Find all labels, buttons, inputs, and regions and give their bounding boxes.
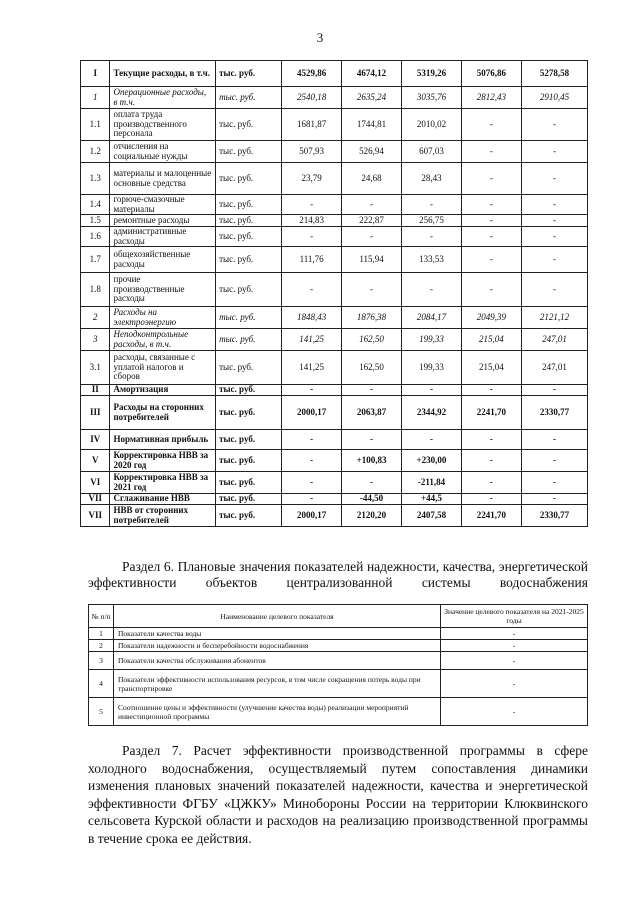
value-3: 2407,58 xyxy=(402,505,462,527)
value-2: 1876,38 xyxy=(342,307,402,329)
section-7-text: Раздел 7. Расчет эффективности производственной программы в сфере холодного водоснабжения, осуществляемый путем сопоставления динамики изменения плановых значений показателей надежности, качества и энергетической эффективности ФГБУ «ЦЖКУ» Минобороны России на территории Клюквинского сельсовета Курской области и расходов на реализацию производственной программы в течение срока ее действия. xyxy=(88,743,588,846)
row-code: 1.3 xyxy=(81,163,110,195)
value-3: - xyxy=(402,430,462,450)
row-code: 1.8 xyxy=(81,273,110,307)
value-1: 1681,87 xyxy=(282,109,342,141)
row-name: Расходы на электроэнергию xyxy=(110,307,216,329)
value-4: 2241,70 xyxy=(461,505,521,527)
row-unit: тыс. руб. xyxy=(216,61,282,87)
value-2: 1744,81 xyxy=(342,109,402,141)
value-4: - xyxy=(461,247,521,273)
row-name: Амортизация xyxy=(110,385,216,396)
value-5: - xyxy=(521,273,587,307)
value-3: +44,5 xyxy=(402,494,462,505)
row-unit: тыс. руб. xyxy=(216,141,282,163)
row-code: 1.7 xyxy=(81,247,110,273)
indicator-name: Показатели эффективности использования ресурсов, в том числе сокращения потерь воды при транспортировке xyxy=(114,670,441,698)
indicator-name: Показатели надежности и бесперебойности водоснабжения xyxy=(114,640,441,652)
value-3: +230,00 xyxy=(402,450,462,472)
budget-row xyxy=(81,430,588,450)
section-6-heading xyxy=(88,559,588,591)
value-4: - xyxy=(461,215,521,227)
value-3: -211,84 xyxy=(402,472,462,494)
row-name: Операционные расходы, в т.ч. xyxy=(110,87,216,109)
row-code: 1.4 xyxy=(81,195,110,215)
value-4: - xyxy=(461,494,521,505)
budget-row xyxy=(81,273,588,307)
row-code: VII xyxy=(81,494,110,505)
row-name: оплата труда производственного персонала xyxy=(110,109,216,141)
value-2: 115,94 xyxy=(342,247,402,273)
indicator-number: 5 xyxy=(89,698,114,726)
value-3: 256,75 xyxy=(402,215,462,227)
row-code: VI xyxy=(81,472,110,494)
header-value: Значение целевого показателя на 2021-2025 годы xyxy=(441,605,588,628)
row-code: 1.5 xyxy=(81,215,110,227)
value-1: 141,25 xyxy=(282,329,342,351)
value-2: - xyxy=(342,430,402,450)
row-code: 1.2 xyxy=(81,141,110,163)
row-name: Расходы на сторонних потребителей xyxy=(110,396,216,430)
value-4: 2241,70 xyxy=(461,396,521,430)
value-2: - xyxy=(342,385,402,396)
value-2: 24,68 xyxy=(342,163,402,195)
value-3: 3035,76 xyxy=(402,87,462,109)
value-3: 2344,92 xyxy=(402,396,462,430)
value-4: - xyxy=(461,430,521,450)
indicator-value: - xyxy=(441,698,588,726)
value-5: 2330,77 xyxy=(521,396,587,430)
value-3: - xyxy=(402,195,462,215)
row-name: материалы и малоценные основные средства xyxy=(110,163,216,195)
indicator-number: 1 xyxy=(89,628,114,640)
section-6-heading-text: Раздел 6. Плановые значения показателей надежности, качества, энергетической эффективности объектов централизованной системы водоснабжения xyxy=(88,559,588,590)
row-code: 1 xyxy=(81,87,110,109)
budget-row xyxy=(81,227,588,247)
value-2: 4674,12 xyxy=(342,61,402,87)
value-4: - xyxy=(461,273,521,307)
row-unit: тыс. руб. xyxy=(216,430,282,450)
indicator-name: Показатели качества воды xyxy=(114,628,441,640)
value-5: - xyxy=(521,141,587,163)
row-unit: тыс. руб. xyxy=(216,215,282,227)
row-unit: тыс. руб. xyxy=(216,247,282,273)
budget-row xyxy=(81,450,588,472)
indicators-table xyxy=(88,604,588,726)
value-1: 1848,43 xyxy=(282,307,342,329)
value-5: 2910,45 xyxy=(521,87,587,109)
budget-row xyxy=(81,329,588,351)
value-3: - xyxy=(402,385,462,396)
budget-row xyxy=(81,505,588,527)
value-5: 247,01 xyxy=(521,329,587,351)
value-5: 2330,77 xyxy=(521,505,587,527)
indicator-value: - xyxy=(441,652,588,670)
value-2: - xyxy=(342,195,402,215)
indicator-row xyxy=(89,640,588,652)
value-4: - xyxy=(461,472,521,494)
value-3: 28,43 xyxy=(402,163,462,195)
value-1: 2000,17 xyxy=(282,396,342,430)
value-4: - xyxy=(461,450,521,472)
budget-row xyxy=(81,109,588,141)
budget-row xyxy=(81,385,588,396)
row-code: 1.1 xyxy=(81,109,110,141)
row-name: НВВ от сторонних потребителей xyxy=(110,505,216,527)
value-5: 2121,12 xyxy=(521,307,587,329)
row-unit: тыс. руб. xyxy=(216,385,282,396)
value-5: - xyxy=(521,472,587,494)
value-2: 162,50 xyxy=(342,329,402,351)
section-7-paragraph xyxy=(88,742,588,847)
row-name: Корректировка НВВ за 2020 год xyxy=(110,450,216,472)
value-2: 222,87 xyxy=(342,215,402,227)
value-5: 247,01 xyxy=(521,351,587,385)
row-name: Неподконтрольные расходы, в т.ч. xyxy=(110,329,216,351)
row-name: Нормативная прибыль xyxy=(110,430,216,450)
indicator-number: 2 xyxy=(89,640,114,652)
value-1: - xyxy=(282,450,342,472)
budget-row xyxy=(81,87,588,109)
value-1: 2540,18 xyxy=(282,87,342,109)
budget-row xyxy=(81,163,588,195)
budget-row xyxy=(81,215,588,227)
indicator-value: - xyxy=(441,640,588,652)
value-2: 2120,20 xyxy=(342,505,402,527)
row-code: V xyxy=(81,450,110,472)
row-unit: тыс. руб. xyxy=(216,450,282,472)
value-1: 111,76 xyxy=(282,247,342,273)
value-1: - xyxy=(282,385,342,396)
value-5: - xyxy=(521,227,587,247)
indicator-name: Соотношение цены и эффективности (улучшение качества воды) реализации мероприятий инвестиционной программы xyxy=(114,698,441,726)
value-4: - xyxy=(461,195,521,215)
row-code: 3 xyxy=(81,329,110,351)
value-2: 2063,87 xyxy=(342,396,402,430)
value-1: 23,79 xyxy=(282,163,342,195)
value-5: - xyxy=(521,430,587,450)
indicator-row xyxy=(89,670,588,698)
value-5: - xyxy=(521,247,587,273)
row-name: административные расходы xyxy=(110,227,216,247)
budget-table xyxy=(80,60,588,527)
row-name: расходы, связанные с уплатой налогов и сборов xyxy=(110,351,216,385)
budget-row xyxy=(81,247,588,273)
row-unit: тыс. руб. xyxy=(216,351,282,385)
value-2: - xyxy=(342,273,402,307)
value-1: 2000,17 xyxy=(282,505,342,527)
budget-row xyxy=(81,141,588,163)
row-unit: тыс. руб. xyxy=(216,273,282,307)
value-4: - xyxy=(461,227,521,247)
row-unit: тыс. руб. xyxy=(216,472,282,494)
value-4: - xyxy=(461,385,521,396)
budget-row xyxy=(81,494,588,505)
indicator-value: - xyxy=(441,670,588,698)
row-code: 3.1 xyxy=(81,351,110,385)
value-4: 2812,43 xyxy=(461,87,521,109)
indicator-number: 4 xyxy=(89,670,114,698)
value-2: 526,94 xyxy=(342,141,402,163)
indicator-row xyxy=(89,652,588,670)
indicator-row xyxy=(89,698,588,726)
value-5: - xyxy=(521,494,587,505)
budget-row xyxy=(81,307,588,329)
indicators-table-body xyxy=(89,628,588,726)
budget-row xyxy=(81,472,588,494)
value-1: 141,25 xyxy=(282,351,342,385)
value-1: - xyxy=(282,227,342,247)
value-4: - xyxy=(461,163,521,195)
value-1: - xyxy=(282,494,342,505)
value-1: 507,93 xyxy=(282,141,342,163)
row-unit: тыс. руб. xyxy=(216,329,282,351)
value-1: - xyxy=(282,472,342,494)
row-unit: тыс. руб. xyxy=(216,195,282,215)
row-code: 2 xyxy=(81,307,110,329)
budget-row xyxy=(81,195,588,215)
value-5: - xyxy=(521,450,587,472)
row-unit: тыс. руб. xyxy=(216,227,282,247)
row-unit: тыс. руб. xyxy=(216,87,282,109)
value-3: 199,33 xyxy=(402,351,462,385)
indicator-name: Показатели качества обслуживания абонентов xyxy=(114,652,441,670)
value-5: - xyxy=(521,195,587,215)
row-name: горюче-смазочные материалы xyxy=(110,195,216,215)
row-code: IV xyxy=(81,430,110,450)
value-5: - xyxy=(521,109,587,141)
row-name: прочие производственные расходы xyxy=(110,273,216,307)
value-5: - xyxy=(521,163,587,195)
value-2: 162,50 xyxy=(342,351,402,385)
value-4: 215,04 xyxy=(461,351,521,385)
indicator-number: 3 xyxy=(89,652,114,670)
budget-row xyxy=(81,61,588,87)
budget-row xyxy=(81,396,588,430)
header-number: № п/п xyxy=(89,605,114,628)
value-1: 214,83 xyxy=(282,215,342,227)
row-name: Корректировка НВВ за 2021 год xyxy=(110,472,216,494)
value-2: - xyxy=(342,472,402,494)
row-code: VII xyxy=(81,505,110,527)
value-1: - xyxy=(282,195,342,215)
value-3: 199,33 xyxy=(402,329,462,351)
value-5: - xyxy=(521,215,587,227)
value-4: - xyxy=(461,109,521,141)
value-3: 607,03 xyxy=(402,141,462,163)
header-name: Наименование целевого показателя xyxy=(114,605,441,628)
value-3: - xyxy=(402,227,462,247)
value-3: 2084,17 xyxy=(402,307,462,329)
value-3: 2010,02 xyxy=(402,109,462,141)
row-code: I xyxy=(81,61,110,87)
row-name: отчисления на социальные нужды xyxy=(110,141,216,163)
value-1: - xyxy=(282,430,342,450)
row-name: Текущие расходы, в т.ч. xyxy=(110,61,216,87)
indicators-header-row xyxy=(89,605,588,628)
indicator-row xyxy=(89,628,588,640)
row-code: 1.6 xyxy=(81,227,110,247)
row-unit: тыс. руб. xyxy=(216,505,282,527)
row-name: общехозяйственные расходы xyxy=(110,247,216,273)
budget-table-body xyxy=(81,61,588,527)
row-name: ремонтные расходы xyxy=(110,215,216,227)
value-3: 133,53 xyxy=(402,247,462,273)
value-4: - xyxy=(461,141,521,163)
row-unit: тыс. руб. xyxy=(216,163,282,195)
value-3: - xyxy=(402,273,462,307)
row-unit: тыс. руб. xyxy=(216,307,282,329)
value-3: 5319,26 xyxy=(402,61,462,87)
value-2: 2635,24 xyxy=(342,87,402,109)
page-number: 3 xyxy=(316,30,324,45)
row-name: Сглаживание НВВ xyxy=(110,494,216,505)
budget-row xyxy=(81,351,588,385)
indicator-value: - xyxy=(441,628,588,640)
value-1: 4529,86 xyxy=(282,61,342,87)
value-5: 5278,58 xyxy=(521,61,587,87)
row-code: III xyxy=(81,396,110,430)
row-unit: тыс. руб. xyxy=(216,109,282,141)
value-4: 2049,39 xyxy=(461,307,521,329)
row-code: II xyxy=(81,385,110,396)
value-2: - xyxy=(342,227,402,247)
row-unit: тыс. руб. xyxy=(216,396,282,430)
row-unit: тыс. руб. xyxy=(216,494,282,505)
value-5: - xyxy=(521,385,587,396)
value-2: -44,50 xyxy=(342,494,402,505)
value-4: 5076,86 xyxy=(461,61,521,87)
value-1: - xyxy=(282,273,342,307)
value-4: 215,04 xyxy=(461,329,521,351)
value-2: +100,83 xyxy=(342,450,402,472)
